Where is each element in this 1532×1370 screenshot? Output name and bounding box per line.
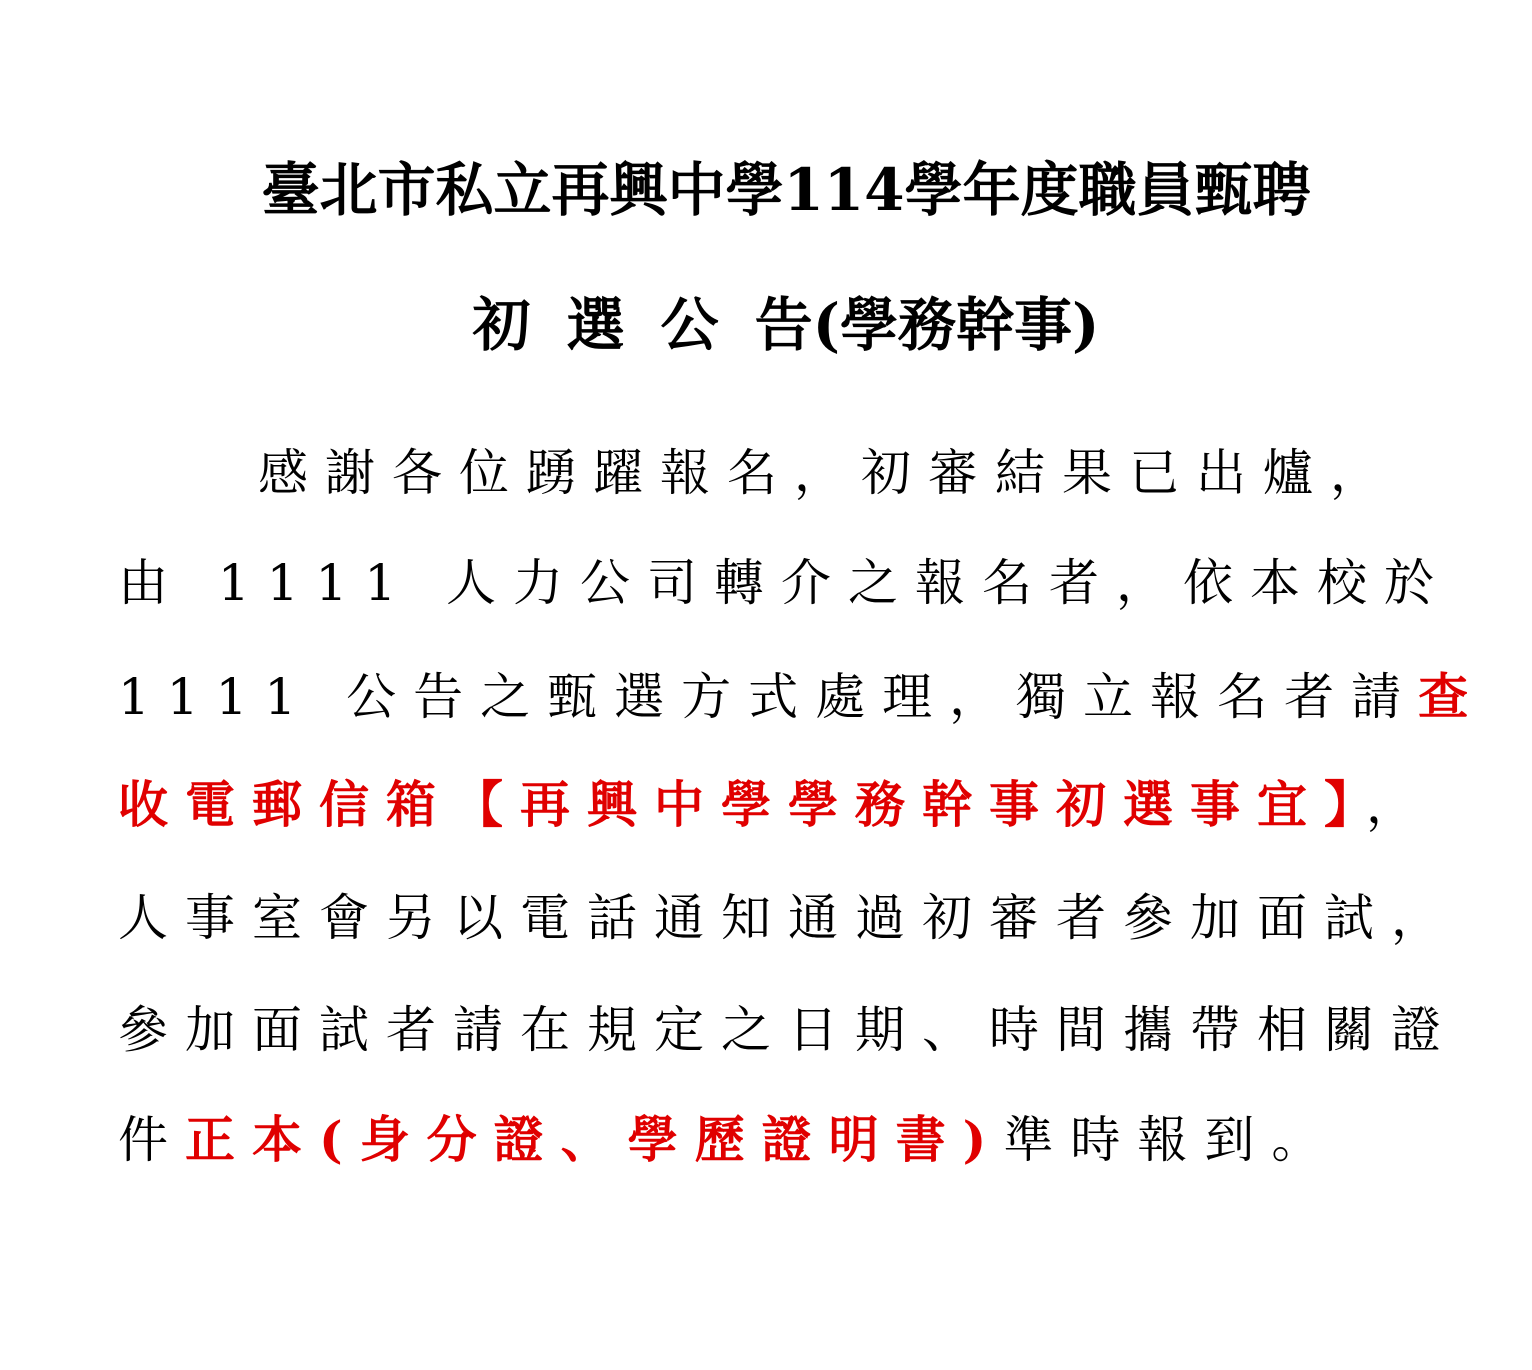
highlight-email-subject: 收電郵信箱【再興中學學務幹事初選事宜】 bbox=[118, 775, 1366, 834]
body-text: 準時報到。 bbox=[1003, 1111, 1339, 1169]
body-text: 人事室會另以電話通知通過初審者參加面試， bbox=[118, 889, 1458, 947]
body-text: 1111 公告之甄選方式處理，獨立報名者請 bbox=[118, 668, 1419, 726]
body-paragraph-line bbox=[118, 770, 1433, 840]
body-paragraph-line bbox=[118, 1105, 1338, 1175]
body-paragraph-line bbox=[118, 662, 1485, 732]
announcement-subtitle bbox=[0, 285, 1532, 365]
body-text: 感謝各位踴躍報名，初審結果已出爐， bbox=[258, 444, 1397, 502]
body-text: ， bbox=[1366, 776, 1433, 834]
body-paragraph-line bbox=[118, 883, 1458, 953]
highlight-text: 查 bbox=[1418, 667, 1486, 726]
body-paragraph-line bbox=[118, 548, 1451, 618]
body-text: 參加面試者請在規定之日期、時間攜帶相關證 bbox=[118, 1001, 1458, 1059]
title-line-1: 臺北市私立再興中學114學年度職員甄聘 bbox=[261, 156, 1311, 224]
body-paragraph-line bbox=[258, 438, 1397, 508]
body-paragraph-line bbox=[118, 995, 1458, 1065]
highlight-documents: 正本(身分證、學歷證明書) bbox=[185, 1110, 1004, 1169]
announcement-title bbox=[0, 150, 1532, 230]
subtitle-rest-text: 告(學務幹事) bbox=[754, 291, 1100, 359]
subtitle-spaced-text: 初選公 bbox=[472, 291, 755, 359]
body-text: 由 1111 人力公司轉介之報名者，依本校於 bbox=[118, 554, 1452, 612]
body-text: 件 bbox=[118, 1111, 185, 1169]
